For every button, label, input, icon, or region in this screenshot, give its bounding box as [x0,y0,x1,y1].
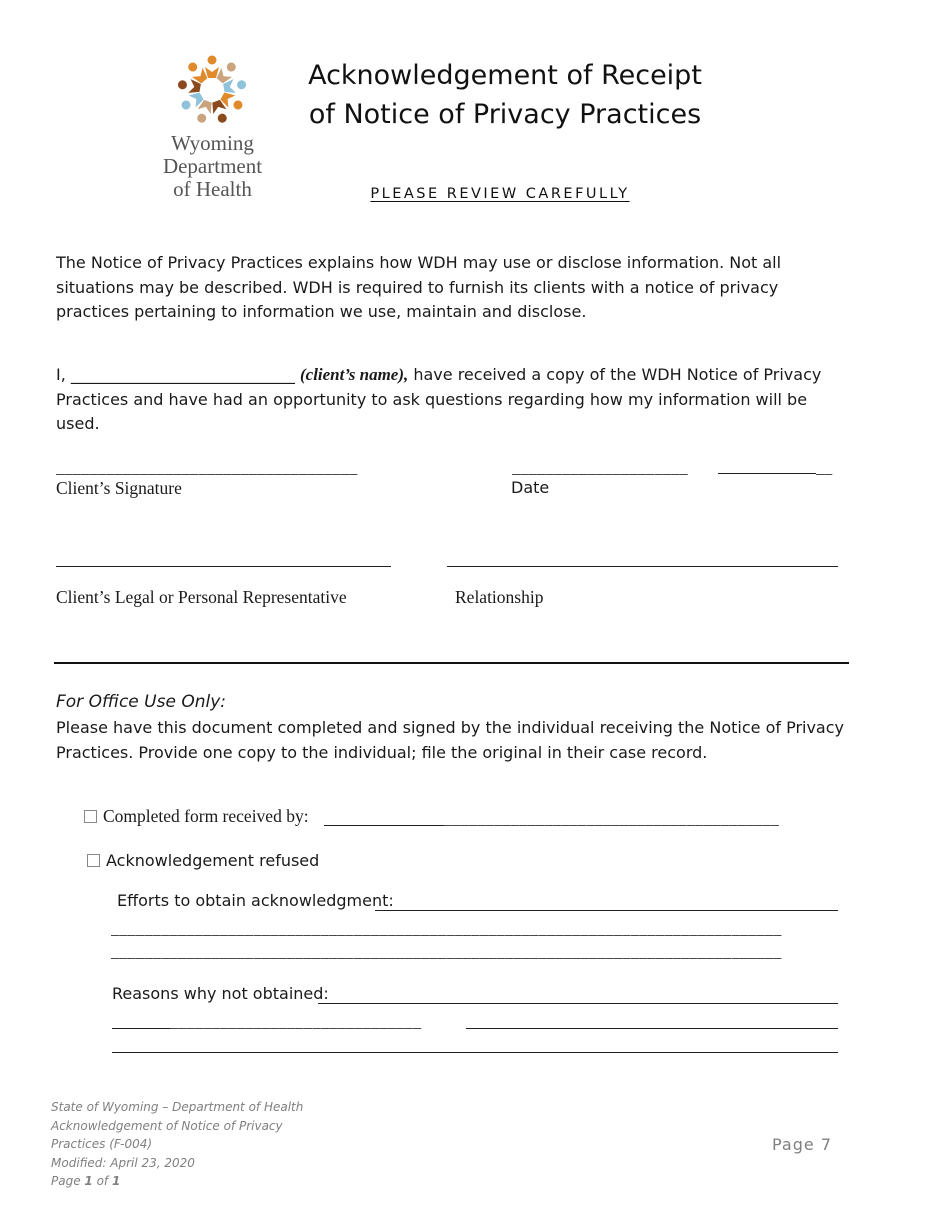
completed-form-checkbox[interactable] [84,810,97,823]
date-line-tail: __ [816,459,833,475]
footer-page-total: 1 [111,1174,121,1188]
reasons-line-1[interactable] [318,1003,838,1004]
client-name-blank[interactable]: ____________________________ [70,365,295,384]
title-line-1: Acknowledgement of Receipt [308,60,702,91]
ack-prefix: I, [56,365,71,384]
footer-page-current: 1 [84,1174,93,1188]
section-divider [54,662,849,664]
completed-form-line-solid[interactable] [324,825,444,826]
logo-line-3: of Health [173,177,252,201]
completed-form-label: Completed form received by: [103,806,309,826]
client-signature-label: Client’s Signature [56,478,182,498]
representative-line[interactable] [56,566,391,567]
logo-line-2: Department [162,154,263,178]
efforts-label: Efforts to obtain acknowledgment: [117,891,394,910]
reasons-line-2-start[interactable] [112,1028,170,1029]
intro-paragraph: The Notice of Privacy Practices explains how WDH may use or disclose information. Not all situations may be described. WDH is required to furnish its clients with a notice of privacy practices pertaining to information we use, maintain and disclose. [56,253,782,321]
efforts-line-2[interactable]: ________________________________________________________________________________ [111,920,782,936]
date-label: Date [511,478,550,497]
refused-row [87,851,319,870]
title-line-2: of Notice of Privacy Practices [308,99,702,130]
wdh-logo-emblem-icon [170,50,255,130]
representative-label: Client’s Legal or Personal Representative [56,587,347,607]
footer-line-2: Acknowledgement of Notice of Privacy [51,1118,283,1133]
footer-page-of: of [92,1174,112,1188]
completed-form-row [84,806,309,827]
office-use-instructions: Please have this document completed and signed by the individual receiving the Notice of Privacy Practices. Provide one copy to the individual; file the original in their case record. [56,718,844,762]
refused-label: Acknowledgement refused [106,851,320,870]
reasons-line-3[interactable] [112,1052,838,1053]
date-line-solid[interactable] [718,473,816,474]
client-signature-line[interactable]: ____________________________________ [56,459,358,475]
page-number: Page 7 [772,1135,832,1154]
footer-line-4: Modified: April 23, 2020 [51,1155,195,1170]
logo-line-1: Wyoming [171,131,254,155]
reasons-line-2-end[interactable] [466,1028,838,1029]
review-notice: PLEASE REVIEW CAREFULLY [370,186,630,202]
reasons-line-2-dashes[interactable]: ______________________________ [170,1013,422,1029]
footer-line-1: State of Wyoming – Department of Health [51,1100,304,1114]
wdh-logo [150,50,275,210]
efforts-line-3[interactable]: ________________________________________________________________________________ [111,943,782,959]
acknowledgement-paragraph [56,363,846,437]
completed-form-line-dashes[interactable]: ________________________________________ [444,810,780,826]
reasons-label: Reasons why not obtained: [112,984,334,1003]
ack-rest: have received a copy of the WDH Notice of Privacy Practices and have had an opportunity to ask questions regarding how my information will be used. [56,365,822,433]
efforts-line-1[interactable] [375,910,838,911]
form-footer [51,1098,303,1191]
relationship-label: Relationship [455,587,544,607]
relationship-line[interactable] [447,566,838,567]
refused-checkbox[interactable] [87,854,100,867]
footer-page-count [51,1172,303,1191]
footer-page-prefix: Page [51,1174,85,1188]
footer-line-3: Practices (F-004) [51,1137,153,1151]
date-line-dashes[interactable]: _____________________ [512,459,689,475]
client-name-hint: (client’s name), [299,365,409,384]
page-title [305,56,705,134]
office-use-title: For Office Use Only: [56,692,226,712]
